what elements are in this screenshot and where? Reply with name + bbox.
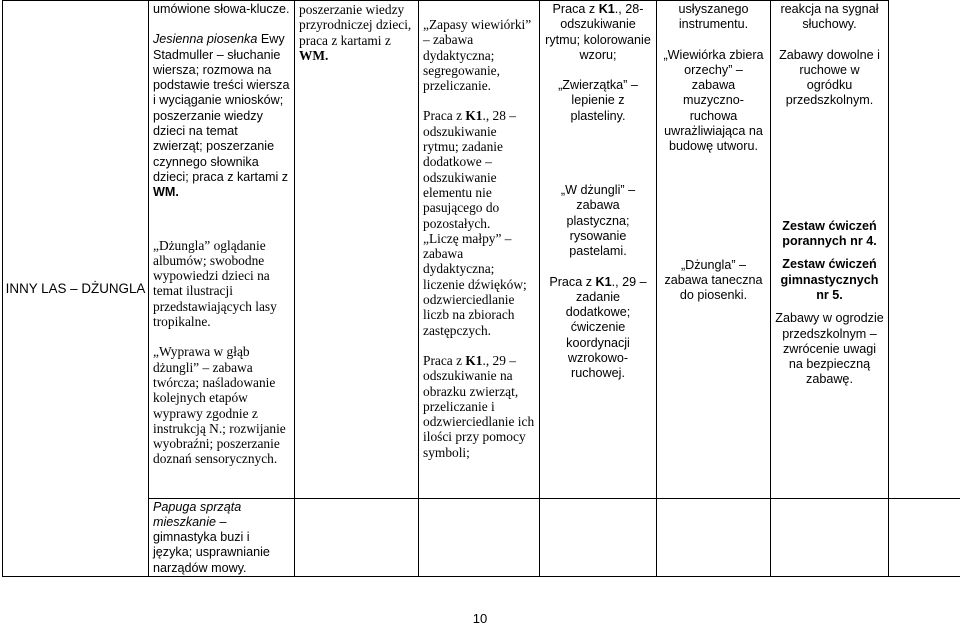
continuation-text: umówione słowa-klucze. [153,2,290,16]
goals-cell [295,1,419,499]
topic-cell [3,1,149,577]
math-cell [419,1,540,499]
music-cell [657,1,771,499]
activity-k1-29-art: Praca z K1., 29 – zadanie dodatkowe; ćwiczenie koordynacji wzrokowo-ruchowej. [549,274,647,381]
activity-w-dzungli: „W dżungli” – zabawa plastyczna; rysowanie pastelami. [560,183,636,259]
page-number: 10 [472,611,488,626]
activity-zwierzatka: „Zwierzątka” – lepienie z plasteliny. [558,78,638,123]
activity-jesienna-piosenka: Jesienna piosenka Ewy Stadmuller – słuchanie wiersza; rozmowa na podstawie treści wiersza i wyciąganie wniosków; poszerzanie wiedzy dzieci na temat zwierząt; poszerzanie czynnego słownika dzieci; praca z kartami z WM. [153,32,290,200]
empty-cell [419,498,540,576]
activity-dzungla: „Dżungla” oglądanie albumów; swobodne wypowiedzi dzieci na temat ilustracji przedstawiających lasy tropikalne. [153,237,277,330]
empty-cell [889,498,960,576]
continuation-text: reakcja na sygnał słuchowy. [780,2,879,32]
activity-wiewiorka: „Wiewiórka zbiera orzechy” – zabawa muzyczno-ruchowa uwrażliwiająca na budowę utworu. [663,47,764,154]
empty-cell [771,498,889,576]
empty-cell [295,498,419,576]
activity-dzungla-dance: „Dżungla” – zabawa taneczna do piosenki. [664,257,763,303]
continuation-text: usłyszanego instrumentu. [678,2,749,32]
activity-k1-28: Praca z K1., 28 – odszukiwanie rytmu; zadanie dodatkowe – odszukiwanie elementu nie pasującego do pozostałych. [423,108,516,231]
activity-k1-29: Praca z K1., 29 – odszukiwanie na obrazku zwierząt, przeliczanie i odzwierciedlanie ich ilości przy pomocy symboli; [423,352,535,460]
empty-cell [657,498,771,576]
goals-text: poszerzanie wiedzy przyrodniczej dzieci, praca z kartami z WM. [299,2,412,63]
speech-cell [149,498,295,576]
activity-licze-malpy: „Liczę małpy” – zabawa dydaktyczna; liczenie dźwięków; odzwierciedlanie liczb na zbiorach zastępczych. [423,230,527,338]
activity-papuga: Papuga sprząta mieszkanie – gimnastyka buzi i języka; usprawnianie narządów mowy. [153,499,270,575]
activity-wyprawa: „Wyprawa w głąb dżungli” – zabawa twórcza; naśladowanie kolejnych etapów wyprawy zgodnie z instrukcją N.; rozwijanie wyobraźni; poszerzanie doznań sensorycznych. [153,344,286,467]
gym-exercises: Zestaw ćwiczeń gimnastycznych nr 5. [780,257,879,302]
empty-cell [540,498,657,576]
activity-zapasy: „Zapasy wiewiórki” – zabawa dydaktyczna; segregowanie, przeliczanie. [423,17,532,94]
lesson-plan-table [2,0,960,577]
activity-k1-28-art: Praca z K1., 28- odszukiwanie rytmu; kolorowanie wzoru; [545,2,651,62]
movement-cell [771,1,889,499]
activity-ogrod: Zabawy w ogrodzie przedszkolnym – zwrócenie uwagi na bezpieczną zabawę. [775,311,884,387]
art-cell [540,1,657,499]
activity-zabawy-dowolne: Zabawy dowolne i ruchowe w ogródku przedszkolnym. [779,47,880,108]
topic-title: INNY LAS – DŻUNGLA [5,280,146,296]
activities-cell [149,1,295,499]
morning-exercises: Zestaw ćwiczeń porannych nr 4. [782,218,877,249]
table-row [3,1,960,499]
